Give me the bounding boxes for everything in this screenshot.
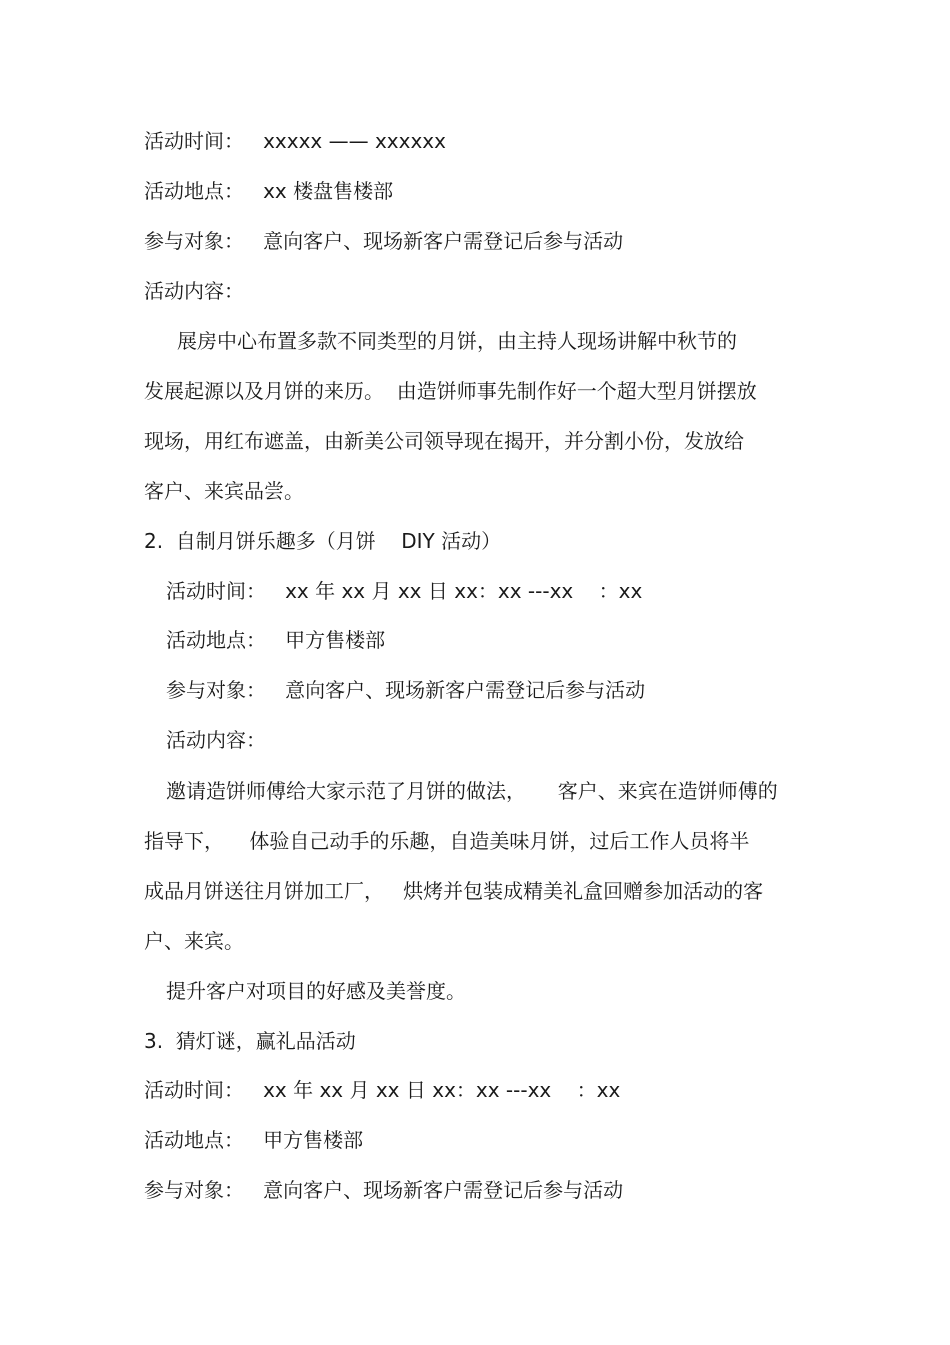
event3-audience: 参与对象： 意向客户、现场新客户需登记后参与活动 <box>144 1178 624 1202</box>
event1-audience: 参与对象： 意向客户、现场新客户需登记后参与活动 <box>144 229 624 253</box>
event2-audience: 参与对象： 意向客户、现场新客户需登记后参与活动 <box>166 678 646 702</box>
event1-content-line: 客户、来宾品尝。 <box>144 479 304 503</box>
event1-content-line: 发展起源以及月饼的来历。 由造饼师事先制作好一个超大型月饼摆放 <box>144 379 757 403</box>
event2-content-line: 成品月饼送往月饼加工厂， 烘烤并包装成精美礼盒回赠参加活动的客 <box>144 879 764 903</box>
event2-content-line: 指导下， 体验自己动手的乐趣，自造美味月饼，过后工作人员将半 <box>144 829 750 853</box>
event1-content-line: 现场，用红布遮盖，由新美公司领导现在揭开，并分割小份，发放给 <box>144 429 744 453</box>
event1-content-line: 展房中心布置多款不同类型的月饼，由主持人现场讲解中秋节的 <box>177 329 737 353</box>
event1-location: 活动地点： xx 楼盘售楼部 <box>144 179 394 203</box>
event2-time: 活动时间： xx 年 xx 月 xx 日 xx：xx ---xx ：xx <box>166 579 643 603</box>
event1-time: 活动时间： xxxxx —— xxxxxx <box>144 129 446 153</box>
section-2-heading: 2. 自制月饼乐趣多（月饼 DIY 活动） <box>144 529 502 553</box>
event2-content-line: 户、来宾。 <box>144 929 244 953</box>
event3-time: 活动时间： xx 年 xx 月 xx 日 xx：xx ---xx ：xx <box>144 1078 621 1102</box>
event3-location: 活动地点： 甲方售楼部 <box>144 1128 364 1152</box>
event2-content-line: 邀请造饼师傅给大家示范了月饼的做法， 客户、来宾在造饼师傅的 <box>166 779 778 803</box>
event2-summary: 提升客户对项目的好感及美誉度。 <box>166 979 466 1003</box>
event1-content-label: 活动内容： <box>144 279 244 303</box>
section-3-heading: 3. 猜灯谜，赢礼品活动 <box>144 1029 356 1053</box>
event2-location: 活动地点： 甲方售楼部 <box>166 628 386 652</box>
event2-content-label: 活动内容： <box>166 728 266 752</box>
